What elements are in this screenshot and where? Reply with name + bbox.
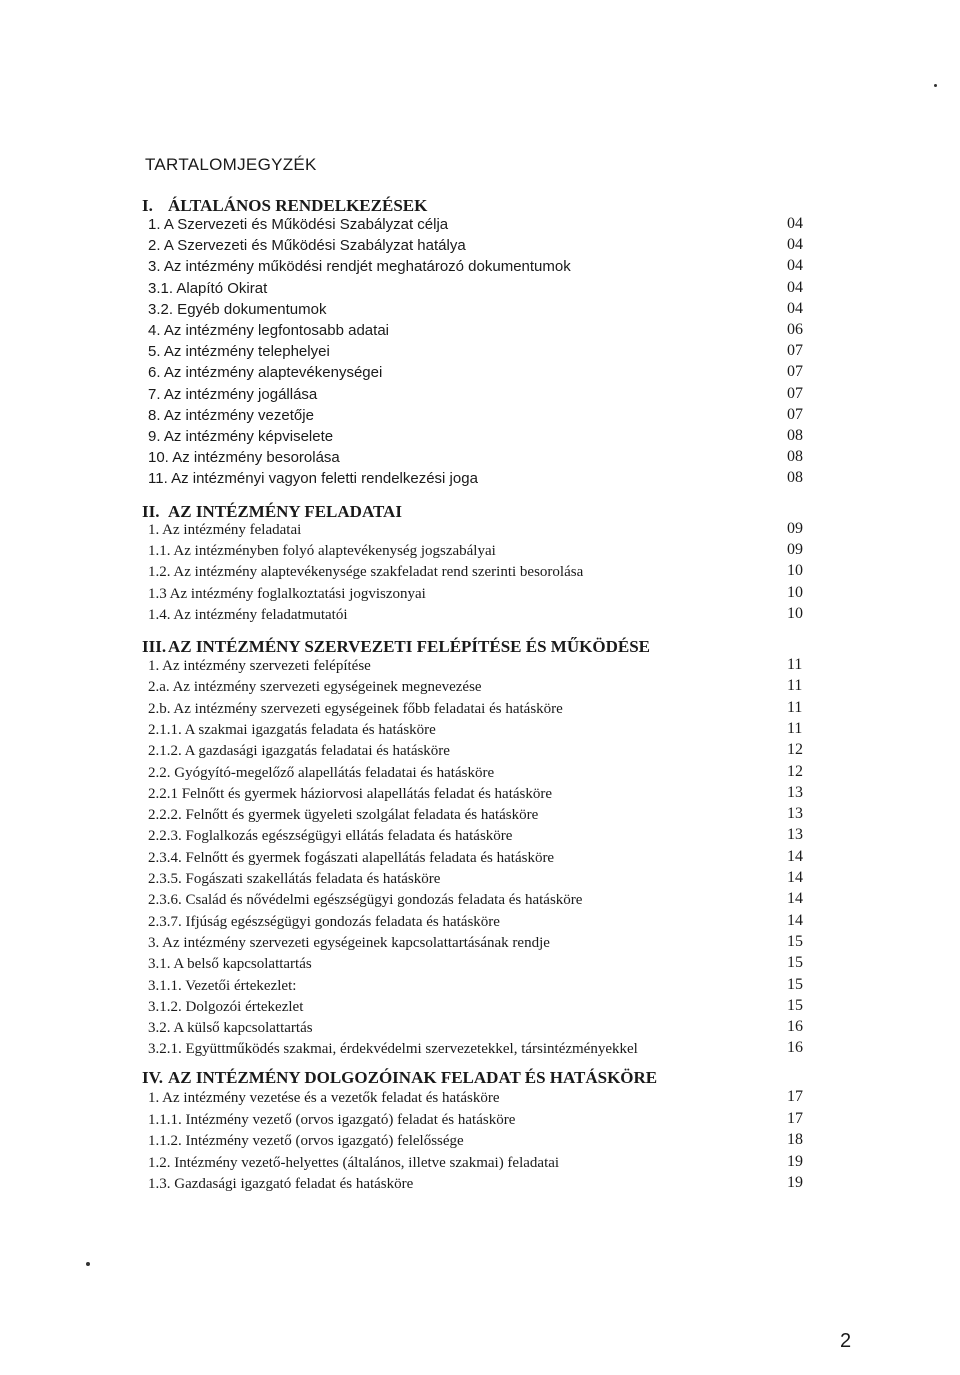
- toc-entry-label: 1.2. Az intézmény alaptevékenysége szakfeladat rend szerinti besorolása: [148, 564, 584, 581]
- toc-entry-label: 1. A Szervezeti és Működési Szabályzat célja: [148, 216, 449, 233]
- toc-entry-label: 2.1.1. A szakmai igazgatás feladata és hatásköre: [148, 721, 436, 738]
- toc-entry-label: 3.1.2. Dolgozói értekezlet: [148, 998, 304, 1015]
- toc-entry-page: 10: [787, 562, 803, 580]
- toc-entry-label: 2.3.7. Ifjúság egészségügyi gondozás feladata és hatásköre: [148, 913, 500, 930]
- section-number: I.: [142, 196, 153, 215]
- section-heading: [142, 1068, 657, 1088]
- toc-entry-page: 15: [787, 996, 803, 1014]
- toc-entry-page: 15: [787, 932, 803, 950]
- toc-entry-page: 11: [787, 719, 803, 737]
- toc-entry-page: 14: [787, 847, 803, 865]
- toc-entry-page: 16: [787, 1018, 803, 1036]
- toc-entry-label: 2.1.2. A gazdasági igazgatás feladatai és hatásköre: [148, 743, 450, 760]
- toc-entry-label: 2.b. Az intézmény szervezeti egységeinek főbb feladatai és hatásköre: [148, 700, 563, 717]
- toc-entry-label: 2.3.4. Felnőtt és gyermek fogászati alapellátás feladata és hatásköre: [148, 849, 555, 866]
- toc-entry-page: 13: [787, 826, 803, 844]
- toc-entry-label: 1.3 Az intézmény foglalkoztatási jogviszonyai: [148, 585, 426, 602]
- toc-entry-page: 14: [787, 911, 803, 929]
- toc-entry-page: 07: [787, 384, 803, 402]
- toc-entry-page: 07: [787, 342, 803, 360]
- toc-entry-label: 3.1. A belső kapcsolattartás: [148, 956, 312, 973]
- toc-entry-label: 1.2. Intézmény vezető-helyettes (általános, illetve szakmai) feladatai: [148, 1154, 560, 1171]
- toc-entry-page: 09: [787, 520, 803, 537]
- toc-entry-label: 3.2. A külső kapcsolattartás: [148, 1020, 313, 1037]
- toc-entry-label: 2. A Szervezeti és Működési Szabályzat hatálya: [148, 237, 466, 255]
- toc-entry-page: 19: [787, 1152, 803, 1170]
- toc-entry-page: 04: [787, 215, 803, 232]
- document-title: TARTALOMJEGYZÉK: [145, 155, 317, 174]
- toc-entry-page: 09: [787, 541, 803, 559]
- toc-entry-page: 11: [787, 656, 803, 673]
- toc-entry-label: 2.3.6. Család és nővédelmi egészségügyi gondozás feladata és hatásköre: [148, 892, 583, 909]
- toc-entry-page: 15: [787, 975, 803, 993]
- toc-entry-page: 08: [787, 448, 803, 466]
- section-heading: [142, 196, 427, 216]
- section-number: II.: [142, 502, 160, 521]
- section-number: IV.: [142, 1068, 163, 1087]
- toc-entry-page: 10: [787, 604, 803, 622]
- toc-entry-label: 3.1.1. Vezetői értekezlet:: [148, 977, 297, 994]
- scan-speck: [934, 84, 937, 87]
- toc-entry-page: 19: [787, 1174, 803, 1191]
- toc-entry-page: 07: [787, 363, 803, 381]
- toc-entry-page: 12: [787, 741, 803, 759]
- page-number: 2: [840, 1330, 852, 1352]
- section-title: AZ INTÉZMÉNY DOLGOZÓINAK FELADAT ÉS HATÁSKÖRE: [168, 1068, 658, 1087]
- toc-entry-label: 1.3. Gazdasági igazgató feladat és hatásköre: [148, 1176, 414, 1192]
- section-title: ÁLTALÁNOS RENDELKEZÉSEK: [168, 196, 428, 215]
- toc-entry-page: 14: [787, 869, 803, 886]
- toc-entry-page: 17: [787, 1109, 803, 1127]
- toc-entry-label: 1. Az intézmény vezetése és a vezetők feladat és hatásköre: [148, 1090, 500, 1106]
- toc-entry-page: 18: [787, 1131, 803, 1148]
- toc-entry-label: 1.1.1. Intézmény vezető (orvos igazgató) feladat és hatásköre: [148, 1111, 516, 1128]
- toc-entry-label: 1.1. Az intézményben folyó alaptevékenység jogszabályai: [148, 543, 496, 560]
- toc-entry-page: 04: [787, 278, 803, 296]
- toc-entry-page: 15: [787, 954, 803, 972]
- section-title: AZ INTÉZMÉNY FELADATAI: [168, 502, 402, 521]
- toc-entry-label: 1.1.2. Intézmény vezető (orvos igazgató) felelőssége: [148, 1133, 464, 1149]
- toc-entry-label: 3.1. Alapító Okirat: [148, 279, 268, 297]
- toc-entry-label: 2.2. Gyógyító-megelőző alapellátás feladatai és hatásköre: [148, 764, 495, 781]
- toc-entry-page: 13: [787, 805, 803, 823]
- toc-entry-page: 04: [787, 257, 803, 275]
- toc-entry-label: 4. Az intézmény legfontosabb adatai: [148, 322, 389, 339]
- toc-entry-label: 3. Az intézmény működési rendjét meghatározó dokumentumok: [148, 258, 571, 276]
- section-heading: [142, 637, 650, 657]
- toc-entry-label: 10. Az intézmény besorolása: [148, 449, 340, 467]
- toc-entry-page: 13: [787, 783, 803, 801]
- toc-entry-page: 04: [787, 236, 803, 254]
- toc-entry-label: 1. Az intézmény szervezeti felépítése: [148, 658, 371, 674]
- toc-entry-label: 1.4. Az intézmény feladatmutatói: [148, 606, 348, 623]
- toc-entry-page: 08: [787, 469, 803, 487]
- toc-entry-page: 12: [787, 762, 803, 780]
- scan-speck: [86, 1262, 90, 1266]
- toc-entry-label: 11. Az intézményi vagyon feletti rendelkezési joga: [148, 470, 478, 488]
- section-number: III.: [142, 637, 167, 656]
- toc-entry-page: 11: [787, 677, 803, 695]
- toc-entry-label: 8. Az intézmény vezetője: [148, 406, 314, 424]
- toc-entry-label: 7. Az intézmény jogállása: [148, 385, 318, 403]
- toc-entry-page: 14: [787, 890, 803, 908]
- toc-entry-label: 2.2.3. Foglalkozás egészségügyi ellátás feladata és hatásköre: [148, 828, 513, 845]
- toc-entry-label: 9. Az intézmény képviselete: [148, 428, 334, 445]
- toc-entry-page: 10: [787, 583, 803, 601]
- toc-entry-label: 3.2.1. Együttműködés szakmai, érdekvédelmi szervezetekkel, társintézményekkel: [148, 1041, 638, 1058]
- toc-entry-page: 06: [787, 321, 803, 338]
- toc-entry-label: 2.3.5. Fogászati szakellátás feladata és hatásköre: [148, 871, 441, 887]
- toc-entry-label: 2.2.1 Felnőtt és gyermek háziorvosi alapellátás feladat és hatásköre: [148, 785, 553, 802]
- toc-entry-label: 5. Az intézmény telephelyei: [148, 343, 330, 361]
- toc-entry-label: 3.2. Egyéb dokumentumok: [148, 300, 327, 318]
- toc-entry-label: 2.a. Az intézmény szervezeti egységeinek megnevezése: [148, 679, 482, 696]
- toc-entry-label: 6. Az intézmény alaptevékenységei: [148, 364, 383, 382]
- toc-entry-page: 16: [787, 1039, 803, 1057]
- toc-entry-page: 08: [787, 427, 803, 444]
- toc-entry-page: 11: [787, 698, 803, 716]
- toc-entry-page: 07: [787, 405, 803, 423]
- section-heading: [142, 502, 402, 522]
- toc-entry-page: 17: [787, 1088, 803, 1105]
- toc-entry-label: 2.2.2. Felnőtt és gyermek ügyeleti szolgálat feladata és hatásköre: [148, 807, 539, 824]
- toc-entry-label: 1. Az intézmény feladatai: [148, 522, 302, 538]
- toc-entry-page: 04: [787, 299, 803, 317]
- toc-entry-label: 3. Az intézmény szervezeti egységeinek kapcsolattartásának rendje: [148, 934, 550, 951]
- section-title: AZ INTÉZMÉNY SZERVEZETI FELÉPÍTÉSE ÉS MŰKÖDÉSE: [168, 637, 650, 656]
